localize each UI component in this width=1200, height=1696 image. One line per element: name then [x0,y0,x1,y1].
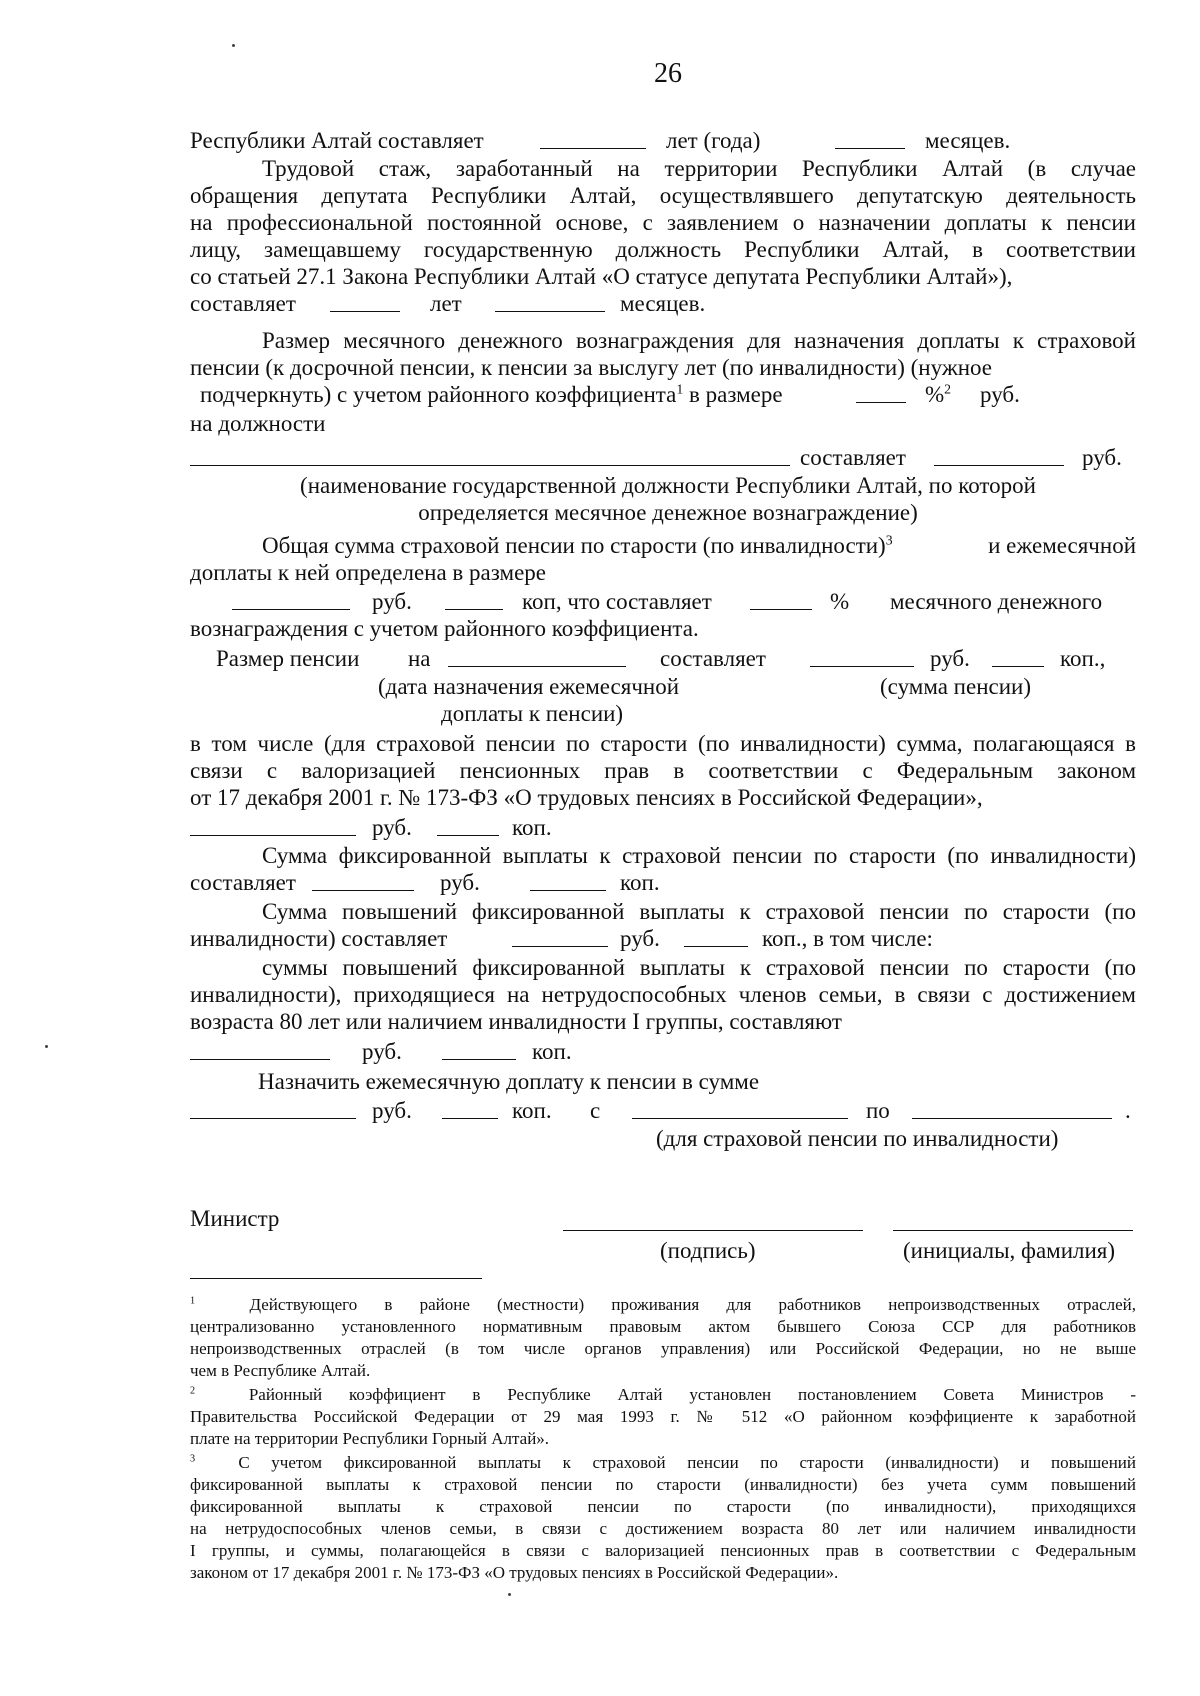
assign-para-line: Назначить ежемесячную доплату к пенсии в сумме [258,1069,760,1094]
name-caption: (инициалы, фамилия) [903,1238,1116,1263]
stazh-para-line: со статьей 27.1 Закона Республики Алтай «О статусе депутата Республики Алтай»), [190,264,1013,289]
sums-para-line: инвалидности), приходящиеся на нетрудоспособных членов семьи, в связи с достижением [190,982,1136,1007]
rub-blank [512,927,608,947]
razmer-para-line: пенсии (к досрочной пенсии, к пенсии за выслугу лет (по инвалидности) (нужное [190,355,993,380]
valor-para-line: от 17 декабря 2001 г. № 173-ФЗ «О трудовых пенсиях в Российской Федерации», [190,785,983,810]
stazh-para-line: обращения депутата Республики Алтай, осуществлявшего депутатскую деятельность [190,183,1136,208]
start-date-blank [632,1099,848,1119]
kop-blank [530,871,606,891]
kop-blank [684,927,748,947]
text: коп, что составляет [522,589,712,614]
text: составляет [660,646,766,671]
total-para-line: доплаты к ней определена в размере [190,560,546,585]
name-line [893,1230,1133,1231]
position-caption: (наименование государственной должности Республики Алтай, по которой [300,473,1036,498]
kop-blank [442,1099,498,1119]
increase-para-line: Сумма повышений фиксированной выплаты к страховой пенсии по старости (по [262,899,1136,924]
footnote-1-line [190,1294,1136,1315]
rub-blank [190,816,356,836]
kop-blank [437,816,499,836]
text: % [830,589,850,614]
sum-caption: (сумма пенсии) [880,674,1031,699]
footnote-ref-1: 1 [676,381,684,397]
stazh-para-line: на профессиональной постоянной основе, с заявлением о назначении доплаты к пенсии [190,210,1136,235]
total-para-line [190,532,1136,559]
end-date-blank [912,1099,1112,1119]
text: и ежемесячной [988,533,1136,558]
text: инвалидности) составляет [190,926,448,951]
rub-blank [190,1099,356,1119]
text: коп. [512,1098,552,1123]
date-caption: (дата назначения ежемесячной [378,674,679,699]
total-para-line: вознаграждения с учетом районного коэффициента. [190,616,699,641]
text: по [866,1098,890,1123]
kop-blank [442,1040,516,1060]
text: руб. [930,646,970,671]
text: с [590,1098,601,1123]
text: руб. [372,589,412,614]
text: С учетом фиксированной выплаты к страховой пенсии по старости (инвалидности) и повышений [238,1453,1137,1472]
text: в размере [689,382,783,407]
text: руб. [440,870,480,895]
stazh-para-line: Трудовой стаж, заработанный на территории Республики Алтай (в случае [262,156,1136,181]
scan-speck [45,1045,48,1048]
text: составляет [190,291,296,316]
footnote-mark: 3 [190,1453,196,1465]
text: составляет [800,445,906,470]
text: Республики Алтай составляет [190,128,484,153]
rub-blank [232,590,350,610]
rub-blank [190,1040,330,1060]
footnote-1-line: непроизводственных отраслей (в том числе органов управления) или Российской Федерации, но не выше [190,1339,1136,1358]
years-blank [330,292,400,312]
footnote-3-line: фиксированной выплаты к страховой пенсии по старости (по инвалидности), приходящихся [190,1497,1136,1516]
text: . [1125,1098,1131,1123]
fixed-para-line: Сумма фиксированной выплаты к страховой пенсии по старости (по инвалидности) [262,843,1136,868]
text: лет [430,291,462,316]
months-blank [835,129,905,149]
text: Действующего в районе (местности) проживания для работников непроизводственных отраслей, [249,1295,1136,1314]
position-label: на должности [190,411,326,436]
footnote-2-line [190,1384,1136,1405]
footnote-separator [190,1278,482,1279]
sums-para-line: возраста 80 лет или наличием инвалидности I группы, составляют [190,1009,842,1034]
stazh-para-line: лицу, замещавшему государственную должность Республики Алтай, в соответствии [190,237,1136,262]
position-caption: определяется месячное денежное вознаграждение) [418,500,918,525]
years-blank [540,129,646,149]
footnote-3-line: I группы, и суммы, полагающейся в связи с валоризацией пенсионных прав в соответствии с Федеральным [190,1541,1136,1560]
pension-sum-blank [810,647,914,667]
rub-blank [312,871,414,891]
signature-caption: (подпись) [660,1238,756,1263]
text: на [408,646,431,671]
text: Районный коэффициент в Республике Алтай установлен постановлением Совета Министров - [248,1385,1136,1404]
minister-title: Министр [190,1206,280,1231]
scan-speck [508,1593,511,1596]
text: лет (года) [666,128,761,153]
text: руб. [980,382,1020,407]
text: руб. [620,926,660,951]
kop-blank [445,590,503,610]
date-blank [448,647,626,667]
text: Общая сумма страховой пенсии по старости (по инвалидности) [262,533,886,558]
text: Размер пенсии [216,646,360,671]
text: коп. [620,870,660,895]
footnote-2-line: плате на территории Республики Горный Алтай». [190,1429,550,1448]
footnote-mark: 2 [190,1385,196,1397]
text: коп. [532,1039,572,1064]
date-caption: доплаты к пенсии) [441,701,624,726]
valor-para-line: связи с валоризацией пенсионных прав в соответствии с Федеральным законом [190,758,1136,783]
text: коп., [1060,646,1106,671]
footnote-mark: 1 [190,1295,196,1307]
footnote-1-line: централизованно установленного нормативным правовым актом бывшего Союза ССР для работников [190,1317,1136,1336]
position-blank [190,446,790,466]
coefficient-percent-blank [856,383,906,403]
kop-blank [992,647,1044,667]
text: руб. [362,1039,402,1064]
page-number: 26 [654,58,682,89]
scan-speck [232,44,235,47]
razmer-para-line: Размер месячного денежного вознаграждения для назначения доплаты к страховой [262,328,1136,353]
valor-para-line: в том числе (для страховой пенсии по старости (по инвалидности) сумма, полагающаяся в [190,731,1136,756]
footnote-3-line: на нетрудоспособных членов семьи, в связи с достижением возраста 80 лет или наличием инвалидности [190,1519,1136,1538]
text: коп., в том числе: [762,926,933,951]
text: руб. [372,1098,412,1123]
footnote-3-line: законом от 17 декабря 2001 г. № 173-ФЗ «О трудовых пенсиях в Российской Федерации». [190,1563,839,1582]
text: коп. [512,815,552,840]
footnote-ref-2: 2 [944,381,952,397]
text: месячного денежного [890,589,1103,614]
percent-sign: % [925,382,945,407]
text: руб. [1082,445,1122,470]
disability-caption: (для страховой пенсии по инвалидности) [656,1126,1059,1151]
text: составляет [190,870,296,895]
months-blank [495,292,605,312]
footnote-1-line: чем в Республике Алтай. [190,1361,371,1380]
footnote-3-line: фиксированной выплаты к страховой пенсии по старости (инвалидности) без учета сумм повышений [190,1475,1136,1494]
sums-para-line: суммы повышений фиксированной выплаты к страховой пенсии по старости (по [262,955,1136,980]
footnote-2-line: Правительства Российской Федерации от 29 мая 1993 г. № 512 «О районном коэффициенте к заработной [190,1407,1136,1426]
text: месяцев. [925,128,1011,153]
text: руб. [372,815,412,840]
footnote-3-line [190,1452,1136,1473]
percent-blank [750,590,812,610]
text: подчеркнуть) с учетом районного коэффициента [200,382,677,407]
footnote-ref-3: 3 [885,532,893,548]
salary-blank [934,446,1064,466]
signature-line [563,1230,863,1231]
text: месяцев. [620,291,706,316]
